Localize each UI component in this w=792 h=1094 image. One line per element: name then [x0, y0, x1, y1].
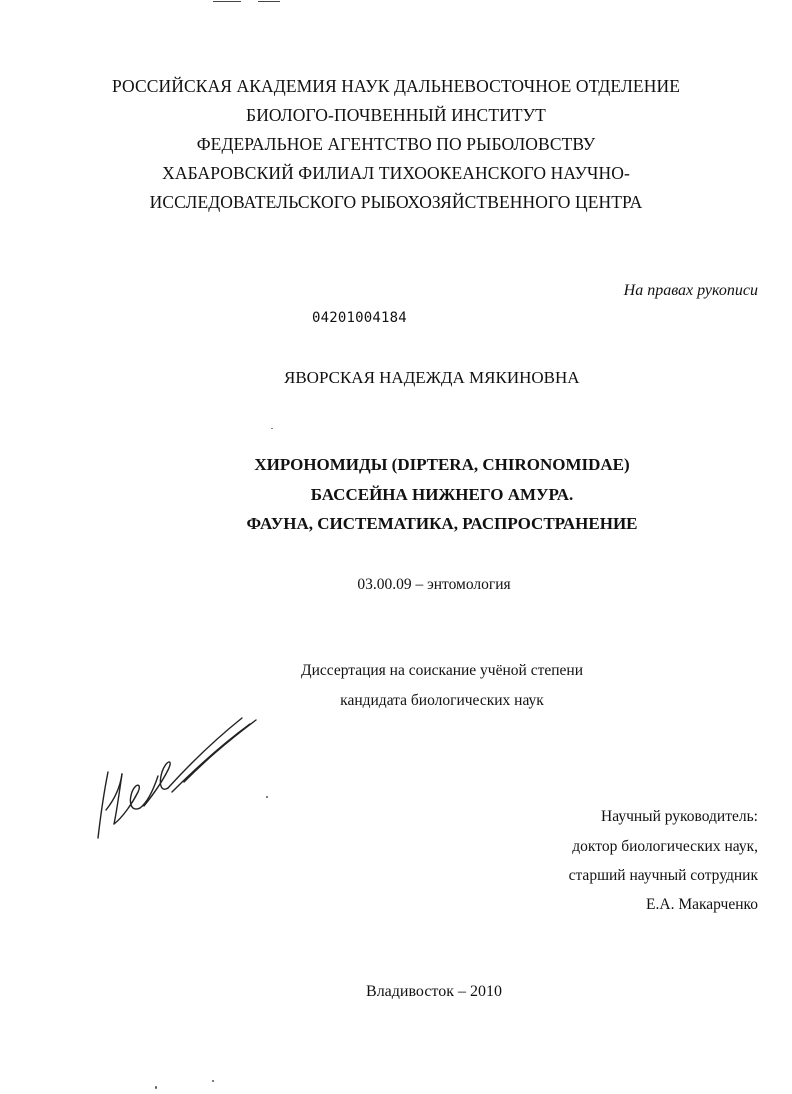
- place-year: Владивосток – 2010: [366, 983, 502, 1000]
- supervisor-line-3: старший научный сотрудник: [568, 867, 758, 884]
- scan-mark-top-left: [213, 1, 241, 2]
- degree-line-1: Диссертация на соискание учёной степени: [301, 662, 583, 679]
- author-name: ЯВОРСКАЯ НАДЕЖДА МЯКИНОВНА: [284, 368, 580, 387]
- catalog-number: 04201004184: [312, 310, 407, 326]
- institution-line-3: ФЕДЕРАЛЬНОЕ АГЕНТСТВО ПО РЫБОЛОВСТВУ: [196, 134, 596, 154]
- title-line-1: ХИРОНОМИДЫ (DIPTERA, CHIRONOMIDAE): [254, 455, 630, 474]
- specialty-code: 03.00.09 – энтомология: [357, 576, 511, 593]
- scan-speck: [266, 796, 268, 798]
- scan-speck: [155, 1086, 157, 1089]
- supervisor-line-2: доктор биологических наук,: [572, 838, 758, 855]
- scan-speck: [212, 1080, 214, 1082]
- scan-speck: [271, 428, 273, 429]
- institution-line-4: ХАБАРОВСКИЙ ФИЛИАЛ ТИХООКЕАНСКОГО НАУЧНО-: [162, 163, 630, 183]
- signature: [92, 712, 262, 844]
- title-line-2: БАССЕЙНА НИЖНЕГО АМУРА.: [310, 485, 574, 504]
- rights-note: На правах рукописи: [623, 282, 758, 299]
- title-line-3: ФАУНА, СИСТЕМАТИКА, РАСПРОСТРАНЕНИЕ: [246, 514, 638, 533]
- degree-line-2: кандидата биологических наук: [340, 692, 544, 709]
- scan-mark-top-right: [258, 1, 280, 2]
- institution-line-2: БИОЛОГО-ПОЧВЕННЫЙ ИНСТИТУТ: [246, 105, 546, 125]
- institution-line-1: РОССИЙСКАЯ АКАДЕМИЯ НАУК ДАЛЬНЕВОСТОЧНОЕ ОТДЕЛЕНИЕ: [112, 76, 680, 96]
- supervisor-line-4: Е.А. Макарченко: [646, 896, 758, 913]
- supervisor-line-1: Научный руководитель:: [601, 808, 758, 825]
- institution-line-5: ИССЛЕДОВАТЕЛЬСКОГО РЫБОХОЗЯЙСТВЕННОГО ЦЕНТРА: [149, 192, 643, 212]
